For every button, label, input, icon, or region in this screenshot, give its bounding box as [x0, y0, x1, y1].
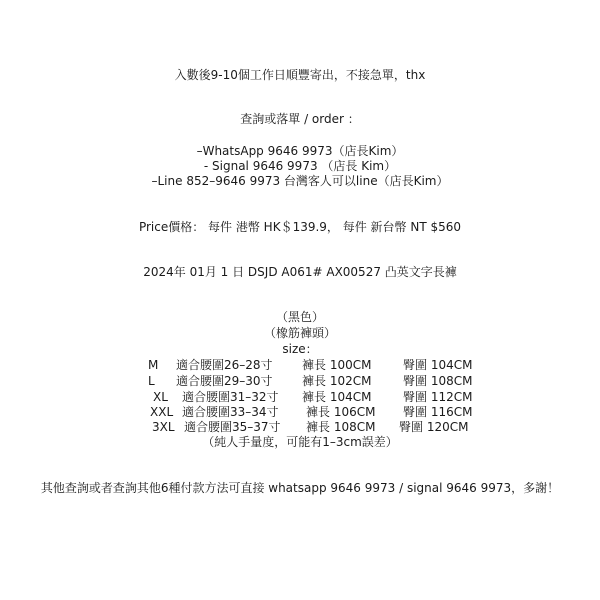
- size-code: XXL: [150, 405, 174, 419]
- contact-signal: - Signal 9646 9973 （店長 Kim）: [203, 159, 397, 173]
- size-length: 褲長 104CM: [302, 390, 372, 404]
- size-waist: 適合腰圍35–37寸: [184, 420, 281, 434]
- size-code: XL: [153, 390, 168, 404]
- product-code: 2024年 01月 1 日 DSJD A061# AX00527 凸英文字長褲: [143, 265, 457, 279]
- size-hip: 臀圍 108CM: [403, 374, 473, 388]
- size-code: M: [148, 358, 159, 372]
- size-hip: 臀圍 112CM: [403, 390, 473, 404]
- size-length: 褲長 100CM: [302, 358, 372, 372]
- size-label: size：: [282, 342, 318, 356]
- size-length: 褲長 106CM: [306, 405, 376, 419]
- waistband-label: （橡筋褲頭）: [263, 326, 336, 340]
- shipping-note: 入數後9-10個工作日順豐寄出，不接急單，thx: [174, 68, 426, 82]
- size-code: L: [148, 374, 155, 388]
- measure-note: （純人手量度，可能有1–3cm誤差）: [202, 435, 398, 449]
- contact-line: –Line 852–9646 9973 台灣客人可以line（店長Kim）: [151, 174, 449, 188]
- size-hip: 臀圍 120CM: [399, 420, 469, 434]
- size-hip: 臀圍 116CM: [403, 405, 473, 419]
- size-length: 褲長 102CM: [302, 374, 372, 388]
- size-waist: 適合腰圍31–32寸: [182, 390, 279, 404]
- price-line: Price價格： 每件 港幣 HK＄139.9， 每件 新台幣 NT $560: [138, 220, 462, 234]
- contact-whatsapp: –WhatsApp 9646 9973（店長Kim）: [196, 144, 404, 158]
- contact-heading: 查詢或落單 / order ：: [240, 112, 360, 126]
- size-waist: 適合腰圍29–30寸: [176, 374, 273, 388]
- size-waist: 適合腰圍33–34寸: [182, 405, 279, 419]
- size-length: 褲長 108CM: [306, 420, 376, 434]
- payment-note: 其他查詢或者查詢其他6種付款方法可直接 whatsapp 9646 9973 / signal 9646 9973，多謝！: [40, 481, 560, 495]
- size-waist: 適合腰圍26–28寸: [176, 358, 273, 372]
- size-hip: 臀圍 104CM: [403, 358, 473, 372]
- color-label: （黑色）: [275, 310, 324, 324]
- size-code: 3XL: [152, 420, 175, 434]
